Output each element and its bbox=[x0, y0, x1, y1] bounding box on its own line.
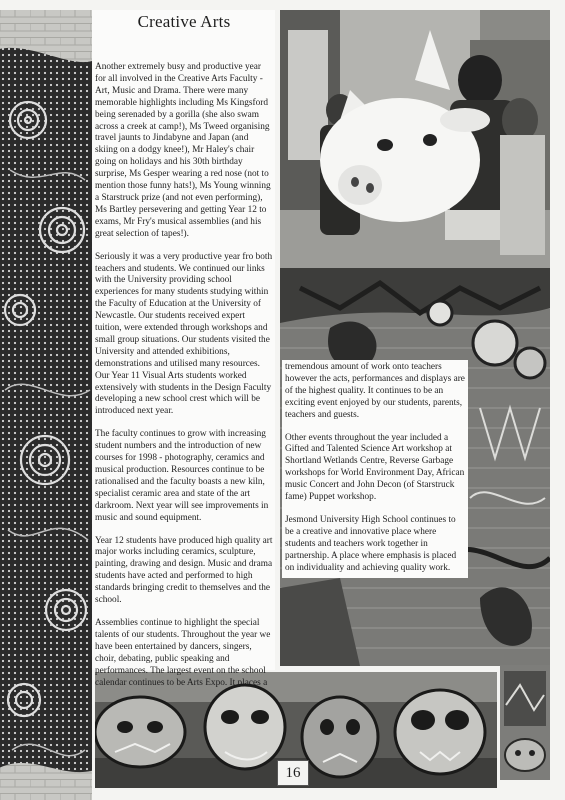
article-paragraph: Year 12 students have produced high quality art major works including ceramics, sculpture, painting, drawing and design. Music and drama students have acted and performed to high standards bringing credit to themselves and the school. bbox=[95, 535, 273, 606]
article-paragraph: Another extremely busy and productive year for all involved in the Creative Arts Faculty - Art, Music and Drama. There were many memorable highlights including Ms Kingsford being serenaded by a gorilla (she also swam across a creek at camp!), Ms Tweed organising travel jaunts to Jindabyne and Japan (and skiing on a dodgy knee!), Mr Haley's chair going on holidays and his 30th birthday surprise, Ms Gesper wearing a red nose (not to mention those funny hats!), Ms Young winning a Starstruck prize (and not even performing), Ms Bartley persevering and getting Year 12 to exams, Mr Fry's musical assemblies (and his great selection of tapes!). bbox=[95, 62, 271, 239]
article-paragraph: Seriously it was a very productive year fro both teachers and students. We continued our links with the University providing school experiences for many students studying within the Faculty of Education at the University of Newcastle. Our students received expert tuition, were extended through workshops and small group situations. Our students visited the University and attended exhibitions, demonstrations and utilised many resources. Our Year 11 Visual Arts students worked extensively with students in the Design Faculty developing a new school crest which will be introduced next year. bbox=[95, 251, 273, 417]
article-paragraph: Jesmond University High School continues to be a creative and innovative place where students and teachers work together in partnership. A place where emphasis is placed on individuality and achieving quality work. bbox=[285, 514, 457, 573]
article-paragraph: tremendous amount of work onto teachers however the acts, performances and displays are of the highest quality. It continues to be an exciting event enjoyed by our students, parents, teachers and guests. bbox=[285, 362, 465, 420]
page-title: Creative Arts bbox=[137, 12, 231, 31]
article-paragraph: Other events throughout the year included a Gifted and Talented Science Art workshop at Shortland Wetlands Centre, Reverse Garbage workshops for World Environment Day, African music Concert and John Decon (of Starstruck fame) Puppet workshop. bbox=[285, 432, 465, 503]
article-continued-column bbox=[282, 360, 468, 578]
page-number: 16 bbox=[277, 760, 309, 786]
small-artwork-photo bbox=[500, 665, 550, 780]
article-paragraph: Assemblies continue to highlight the special talents of our students. Throughout the year we have been entertained by dancers, singers, choir, debating, public speaking and performances. The largest event on the school calendar continues to be Arts Expo. It places a bbox=[95, 617, 271, 688]
dot-painting-mural-photo bbox=[0, 10, 92, 800]
article-paragraph: The faculty continues to grow with increasing student numbers and the introduction of new courses for 1998 - photography, ceramics and musical production. Resources continue to be rationalised and the faculty boasts a new kiln, specialist ceramic area and state of the art darkroom. Next year will see improvements in music and sound equipment. bbox=[95, 429, 269, 523]
cow-sculpture-photo bbox=[280, 10, 550, 268]
article-main-column bbox=[92, 10, 275, 688]
